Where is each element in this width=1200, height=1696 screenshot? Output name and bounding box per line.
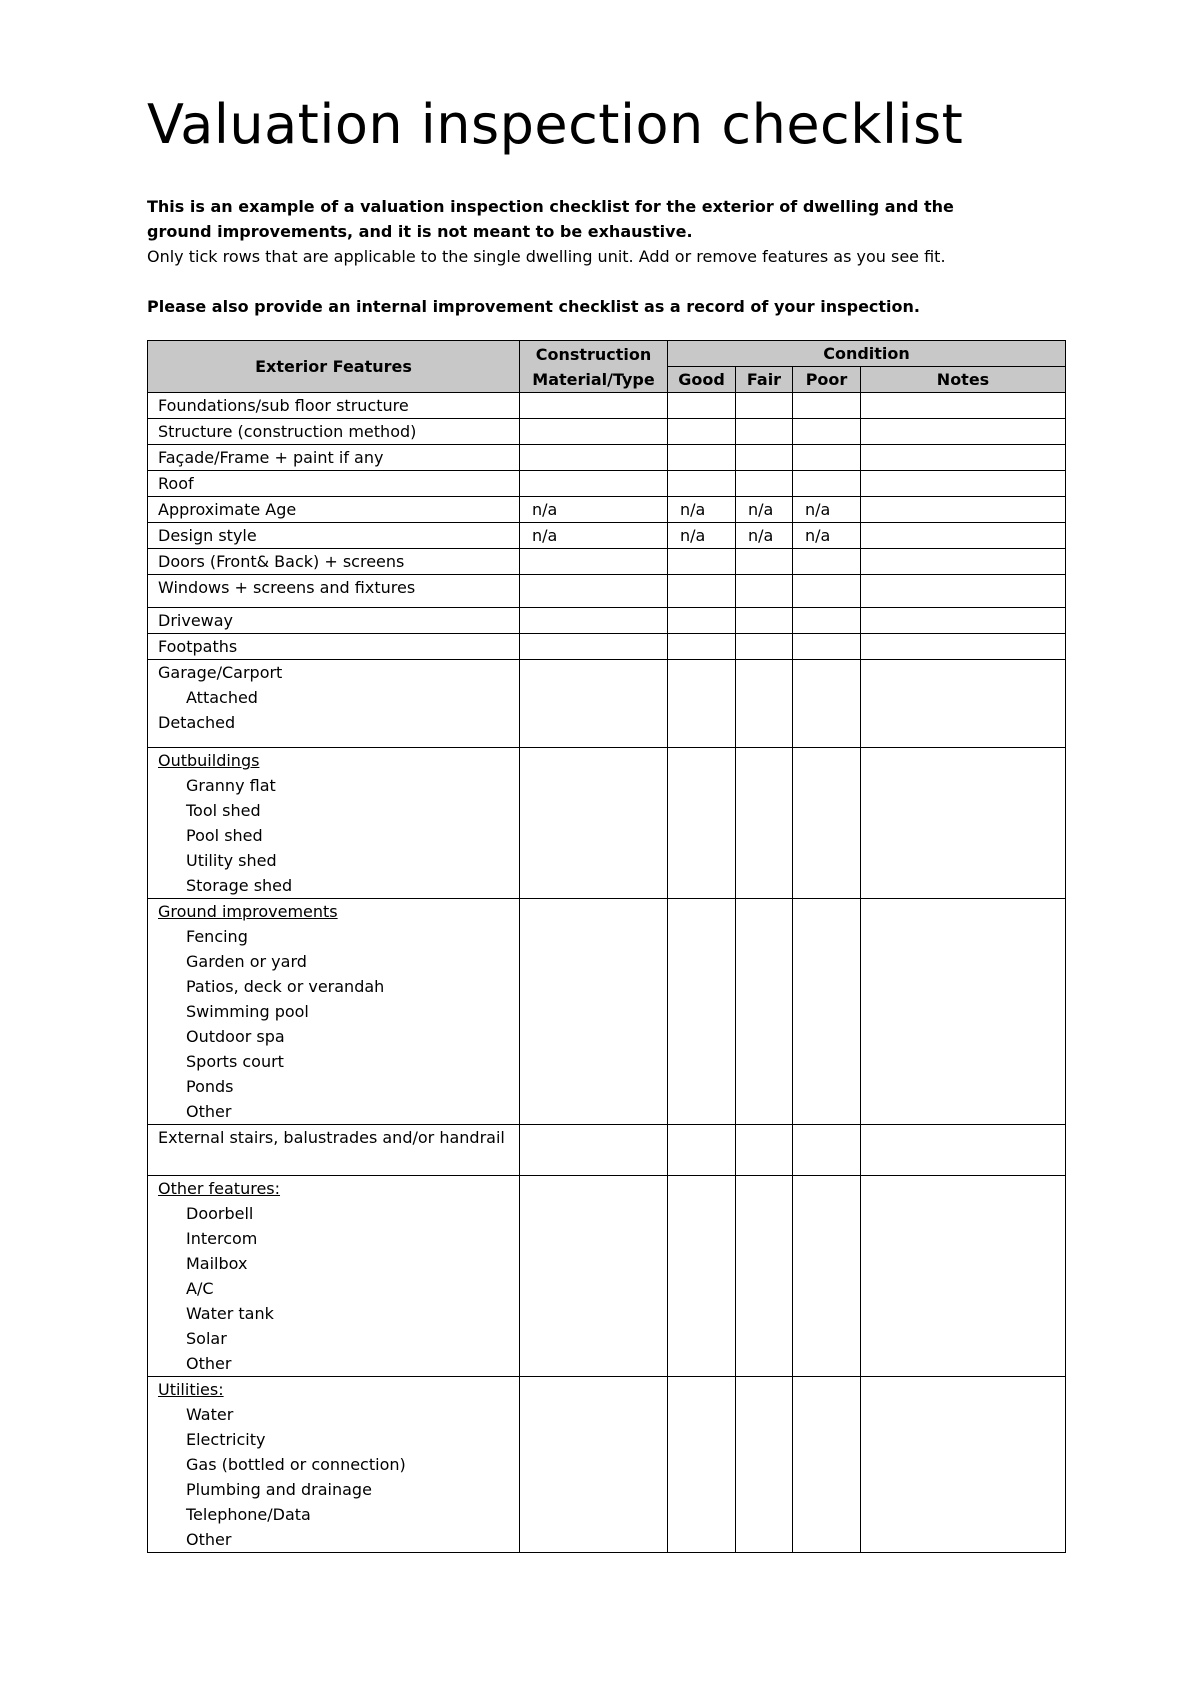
- row-label-garage: [148, 660, 520, 748]
- cell-good[interactable]: [668, 575, 736, 608]
- header-notes: Notes: [861, 367, 1066, 393]
- cell-material[interactable]: [520, 748, 668, 899]
- cell-fair[interactable]: [736, 1125, 793, 1176]
- utilities-item: Electricity: [186, 1430, 266, 1449]
- ground-item: Patios, deck or verandah: [186, 977, 385, 996]
- table-row: [148, 634, 1066, 660]
- inspection-table: [147, 340, 1066, 1553]
- cell-fair[interactable]: [736, 608, 793, 634]
- ground-heading: Ground improvements: [158, 902, 338, 921]
- cell-material[interactable]: [520, 899, 668, 1125]
- intro-bold-text: This is an example of a valuation inspection checklist for the exterior of dwelling and the ground improvements, and it is not meant to be exhaustive.: [147, 197, 954, 241]
- table-row: [148, 549, 1066, 575]
- table-row: [148, 419, 1066, 445]
- cell-good[interactable]: [668, 471, 736, 497]
- table-row: [148, 1377, 1066, 1553]
- cell-good-na: n/a: [668, 523, 736, 549]
- garage-heading: Garage/Carport: [158, 663, 283, 682]
- cell-notes[interactable]: [861, 523, 1066, 549]
- utilities-item: Water: [186, 1405, 234, 1424]
- row-label-other-features: [148, 1176, 520, 1377]
- other-features-item: Solar: [186, 1329, 227, 1348]
- cell-poor[interactable]: [793, 660, 861, 748]
- cell-good[interactable]: [668, 748, 736, 899]
- ground-item: Outdoor spa: [186, 1027, 285, 1046]
- table-row: [148, 660, 1066, 748]
- header-fair: Fair: [736, 367, 793, 393]
- cell-poor[interactable]: [793, 549, 861, 575]
- cell-poor[interactable]: [793, 608, 861, 634]
- row-label-footpaths: Footpaths: [148, 634, 520, 660]
- cell-material-na: n/a: [520, 523, 668, 549]
- cell-good[interactable]: [668, 899, 736, 1125]
- other-features-item: Other: [186, 1354, 232, 1373]
- other-features-item: Water tank: [186, 1304, 274, 1323]
- table-row: [148, 1176, 1066, 1377]
- ground-item: Other: [186, 1102, 232, 1121]
- cell-poor[interactable]: [793, 1377, 861, 1553]
- cell-poor[interactable]: [793, 1125, 861, 1176]
- row-label-roof: Roof: [148, 471, 520, 497]
- cell-fair[interactable]: [736, 549, 793, 575]
- cell-material[interactable]: [520, 549, 668, 575]
- cell-good[interactable]: [668, 660, 736, 748]
- row-label-utilities: [148, 1377, 520, 1553]
- table-row: [148, 393, 1066, 419]
- cell-poor-na: n/a: [793, 523, 861, 549]
- utilities-item: Other: [186, 1530, 232, 1549]
- cell-notes[interactable]: [861, 1377, 1066, 1553]
- cell-notes[interactable]: [861, 634, 1066, 660]
- outbuildings-heading: Outbuildings: [158, 751, 260, 770]
- other-features-heading: Other features:: [158, 1179, 281, 1198]
- cell-good[interactable]: [668, 549, 736, 575]
- cell-good[interactable]: [668, 608, 736, 634]
- cell-notes[interactable]: [861, 660, 1066, 748]
- cell-poor[interactable]: [793, 1176, 861, 1377]
- header-construction-line1: Construction: [535, 344, 652, 364]
- cell-fair-na: n/a: [736, 523, 793, 549]
- row-label-stairs: External stairs, balustrades and/or handrail: [148, 1125, 520, 1176]
- cell-material[interactable]: [520, 1125, 668, 1176]
- outbuildings-item: Tool shed: [186, 801, 261, 820]
- cell-good[interactable]: [668, 1377, 736, 1553]
- cell-fair[interactable]: [736, 393, 793, 419]
- cell-fair[interactable]: [736, 471, 793, 497]
- cell-fair[interactable]: [736, 748, 793, 899]
- cell-material[interactable]: [520, 471, 668, 497]
- cell-material[interactable]: [520, 393, 668, 419]
- cell-notes[interactable]: [861, 575, 1066, 608]
- cell-notes[interactable]: [861, 1125, 1066, 1176]
- intro-normal-text: Only tick rows that are applicable to the single dwelling unit. Add or remove features as you see fit.: [147, 247, 946, 266]
- cell-poor[interactable]: [793, 634, 861, 660]
- cell-poor[interactable]: [793, 899, 861, 1125]
- cell-good[interactable]: [668, 445, 736, 471]
- outbuildings-item: Pool shed: [186, 826, 263, 845]
- cell-poor-na: n/a: [793, 497, 861, 523]
- cell-good[interactable]: [668, 1176, 736, 1377]
- cell-fair[interactable]: [736, 419, 793, 445]
- cell-fair[interactable]: [736, 899, 793, 1125]
- cell-material[interactable]: [520, 634, 668, 660]
- table-row: [148, 497, 1066, 523]
- row-label-outbuildings: [148, 748, 520, 899]
- utilities-item: Telephone/Data: [186, 1505, 311, 1524]
- row-label-windows: Windows + screens and fixtures: [148, 575, 520, 608]
- cell-poor[interactable]: [793, 575, 861, 608]
- cell-material[interactable]: [520, 575, 668, 608]
- other-features-item: A/C: [186, 1279, 214, 1298]
- ground-item: Swimming pool: [186, 1002, 309, 1021]
- table-row: [148, 575, 1066, 608]
- table-row: [148, 748, 1066, 899]
- row-label-doors: Doors (Front& Back) + screens: [148, 549, 520, 575]
- outbuildings-item: Utility shed: [186, 851, 277, 870]
- cell-good[interactable]: [668, 1125, 736, 1176]
- cell-notes[interactable]: [861, 1176, 1066, 1377]
- cell-notes[interactable]: [861, 899, 1066, 1125]
- other-features-item: Mailbox: [186, 1254, 248, 1273]
- outbuildings-item: Granny flat: [186, 776, 276, 795]
- header-exterior-features: Exterior Features: [148, 341, 520, 393]
- row-label-ground-improvements: [148, 899, 520, 1125]
- header-construction-line2: Material/Type: [532, 369, 655, 389]
- row-label-approx-age: Approximate Age: [148, 497, 520, 523]
- cell-fair[interactable]: [736, 445, 793, 471]
- cell-material[interactable]: [520, 660, 668, 748]
- cell-good[interactable]: [668, 419, 736, 445]
- cell-poor[interactable]: [793, 748, 861, 899]
- row-label-facade: Façade/Frame + paint if any: [148, 445, 520, 471]
- cell-notes[interactable]: [861, 748, 1066, 899]
- cell-notes[interactable]: [861, 419, 1066, 445]
- ground-item: Garden or yard: [186, 952, 307, 971]
- row-label-structure: Structure (construction method): [148, 419, 520, 445]
- cell-good-na: n/a: [668, 497, 736, 523]
- cell-poor[interactable]: [793, 393, 861, 419]
- cell-notes[interactable]: [861, 393, 1066, 419]
- cell-fair[interactable]: [736, 634, 793, 660]
- cell-material[interactable]: [520, 419, 668, 445]
- cell-material[interactable]: [520, 1176, 668, 1377]
- cell-fair[interactable]: [736, 660, 793, 748]
- outbuildings-item: Storage shed: [186, 876, 293, 895]
- cell-notes[interactable]: [861, 549, 1066, 575]
- cell-material[interactable]: [520, 608, 668, 634]
- intro-bold-note: Please also provide an internal improvement checklist as a record of your inspection.: [147, 297, 920, 316]
- garage-detached: Detached: [158, 713, 236, 732]
- table-row: [148, 1125, 1066, 1176]
- cell-fair-na: n/a: [736, 497, 793, 523]
- utilities-item: Gas (bottled or connection): [186, 1455, 406, 1474]
- cell-poor[interactable]: [793, 471, 861, 497]
- cell-good[interactable]: [668, 634, 736, 660]
- page-title: Valuation inspection checklist: [147, 93, 964, 156]
- cell-notes[interactable]: [861, 608, 1066, 634]
- header-good: Good: [668, 367, 736, 393]
- cell-fair[interactable]: [736, 1377, 793, 1553]
- ground-item: Fencing: [186, 927, 248, 946]
- utilities-heading: Utilities:: [158, 1380, 224, 1399]
- header-poor: Poor: [793, 367, 861, 393]
- table-row: [148, 523, 1066, 549]
- ground-item: Ponds: [186, 1077, 234, 1096]
- cell-material[interactable]: [520, 445, 668, 471]
- table-row: [148, 471, 1066, 497]
- header-condition: Condition: [668, 341, 1066, 367]
- other-features-item: Intercom: [186, 1229, 258, 1248]
- cell-good[interactable]: [668, 393, 736, 419]
- garage-attached: Attached: [186, 688, 258, 707]
- cell-notes[interactable]: [861, 471, 1066, 497]
- intro-text: [147, 194, 997, 319]
- table-row: [148, 445, 1066, 471]
- table-row: [148, 899, 1066, 1125]
- cell-notes[interactable]: [861, 497, 1066, 523]
- row-label-design-style: Design style: [148, 523, 520, 549]
- ground-item: Sports court: [186, 1052, 284, 1071]
- cell-poor[interactable]: [793, 419, 861, 445]
- table-row: [148, 608, 1066, 634]
- cell-fair[interactable]: [736, 575, 793, 608]
- utilities-item: Plumbing and drainage: [186, 1480, 372, 1499]
- cell-notes[interactable]: [861, 445, 1066, 471]
- header-construction: [520, 341, 668, 393]
- cell-material[interactable]: [520, 1377, 668, 1553]
- other-features-item: Doorbell: [186, 1204, 254, 1223]
- row-label-foundations: Foundations/sub floor structure: [148, 393, 520, 419]
- cell-poor[interactable]: [793, 445, 861, 471]
- cell-fair[interactable]: [736, 1176, 793, 1377]
- row-label-driveway: Driveway: [148, 608, 520, 634]
- cell-material-na: n/a: [520, 497, 668, 523]
